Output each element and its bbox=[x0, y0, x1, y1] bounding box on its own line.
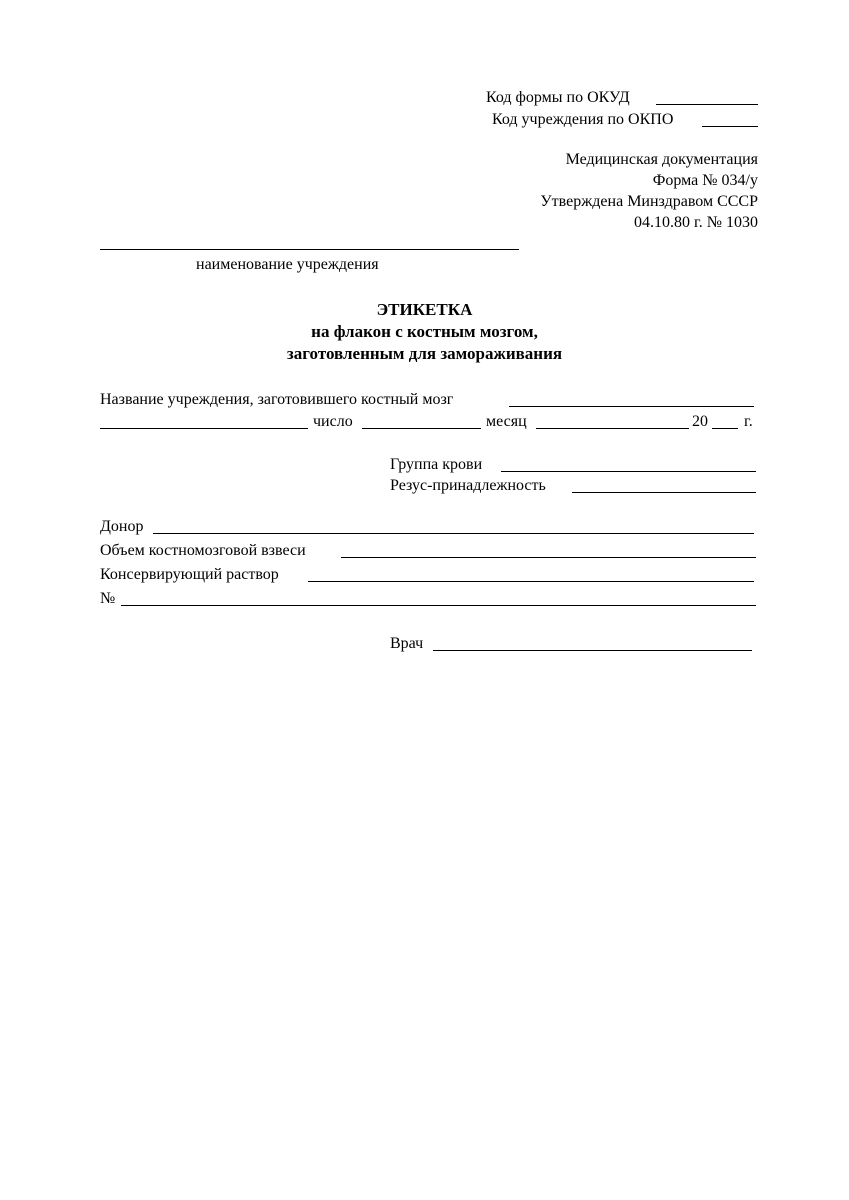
preservative-label: Консервирующий раствор bbox=[100, 566, 279, 583]
okpo-label: Код учреждения по ОКПО bbox=[492, 111, 674, 128]
donor-label: Донор bbox=[100, 518, 144, 535]
institution-field[interactable] bbox=[100, 249, 519, 250]
day-field[interactable] bbox=[362, 428, 481, 429]
rh-factor-label: Резус-принадлежность bbox=[390, 477, 546, 494]
year-suffix: г. bbox=[744, 413, 753, 430]
approval-date: 04.10.80 г. № 1030 bbox=[633, 214, 758, 231]
form-number: Форма № 034/у bbox=[652, 172, 758, 189]
doctor-field[interactable] bbox=[433, 650, 752, 651]
institution-name-field[interactable] bbox=[509, 406, 754, 407]
title-subtitle-1: на флакон с костным мозгом, bbox=[311, 322, 538, 341]
rh-factor-field[interactable] bbox=[572, 492, 756, 493]
month-field[interactable] bbox=[536, 428, 689, 429]
okud-field[interactable] bbox=[656, 104, 758, 105]
institution-name-label: Название учреждения, заготовившего костный мозг bbox=[100, 391, 454, 408]
volume-label: Объем костномозговой взвеси bbox=[100, 542, 306, 559]
title-label: ЭТИКЕТКА bbox=[376, 300, 473, 319]
okpo-field[interactable] bbox=[702, 126, 758, 127]
month-label: месяц bbox=[486, 413, 527, 430]
donor-field[interactable] bbox=[153, 533, 754, 534]
date-prefix-field[interactable] bbox=[100, 428, 308, 429]
approved-by: Утверждена Минздравом СССР bbox=[540, 193, 758, 210]
blood-group-label: Группа крови bbox=[390, 456, 483, 473]
number-label: № bbox=[100, 590, 116, 607]
doc-type: Медицинская документация bbox=[565, 151, 758, 168]
institution-caption: наименование учреждения bbox=[196, 256, 379, 273]
preservative-field[interactable] bbox=[308, 581, 754, 582]
blood-group-field[interactable] bbox=[501, 471, 756, 472]
year-field[interactable] bbox=[712, 428, 738, 429]
doctor-label: Врач bbox=[390, 635, 424, 652]
title-subtitle-2: заготовленным для замораживания bbox=[286, 344, 563, 363]
day-label: число bbox=[313, 413, 353, 430]
okud-label: Код формы по ОКУД bbox=[486, 89, 630, 106]
year-prefix: 20 bbox=[692, 413, 708, 430]
number-field[interactable] bbox=[121, 605, 756, 606]
volume-field[interactable] bbox=[341, 557, 756, 558]
